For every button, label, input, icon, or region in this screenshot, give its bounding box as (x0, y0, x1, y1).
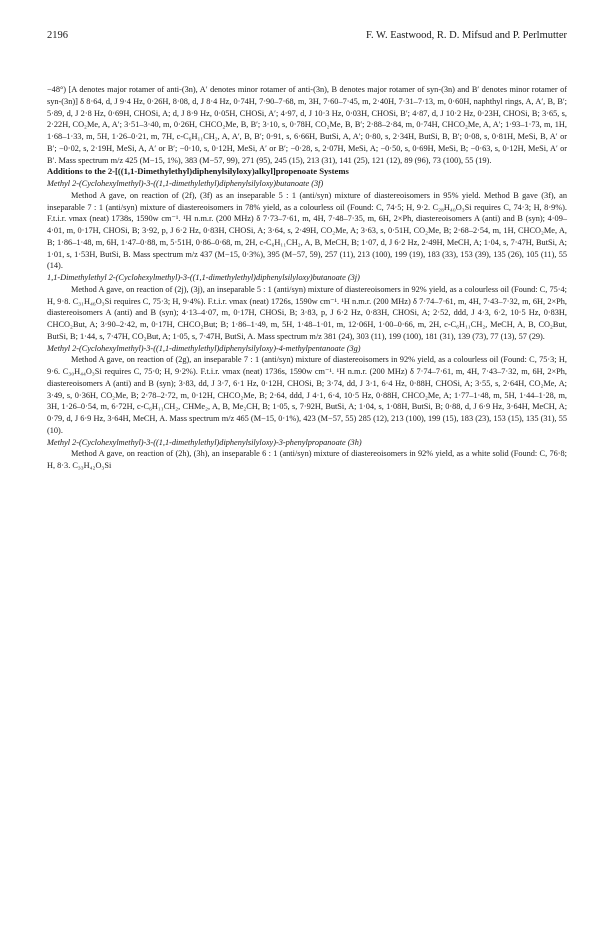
compound-3h-paragraph: Method A gave, on reaction of (2h), (3h), an inseparable 6 : 1 (anti/syn) mixture of diastereoisomers in 92% yield, as a white solid (Found: C, 76·8; H, 8·3. C₃₃H₄₂O₃Si (47, 449, 567, 470)
compound-3g-title: Methyl 2-(Cyclohexylmethyl)-3-((1,1-dimethylethyl)diphenylsilyloxy)-4-methylpentanoate (3g) (47, 343, 361, 353)
nmr-data-paragraph: −48°) [A denotes major rotamer of anti-(3n), A′ denotes minor rotamer of anti-(3n), B denotes major rotamer of syn-(3n) and B′ denotes minor rotamer of syn-(3n)] δ 8·64, d, J 9·4 Hz, 0·26H, 8·08, d, J 8·4 Hz, 0·74H, 7·90–7·68, m, 3H, 7·60–7·45, m, 2·40H, 7·31–7·13, m, 0·60H, naphthyl rings, A, A′, B, B′; 5·89, d, J 2·8 Hz, 0·69H, CHOSi, A; d, J 8·9 Hz, 0·05H, CHOSi, A′; 4·97, d, J 10·3 Hz, 0·03H, CHOSi, B′; 4·87, d, J 10·2 Hz, 0·23H, CHOSi, B; 3·65, s, 2·22H, CO₂Me, A, A′; 3·51–3·40, m, 0·26H, CHCO₂Me, B, B′; 3·10, s, 0·78H, CO₂Me, B, B′; 2·88–2·84, m, 0·74H, CHCO₂Me, A, A′; 1·93–1·73, m, 1H, 1·68–1·33, m, 5H, 1·26–0·21, m, 7H, c-C₆H₁₁CH₂, A, A′, B, B′; 0·91, s, 6·66H, ButSi, A, A′; 0·80, s, 2·34H, ButSi, B, B′; 0·08, s, 0·81H, MeSi, B, A′ or B′; −0·02, s, 2·19H, MeSi, A, A′ or B′; −0·10, s, 0·12H, MeSi, A′ or B′; −0·28, s, 2·07H, MeSi, A; −0·50, s, 0·69H, MeSi, B; −0·63, s, 0·12H, MeSi, A′ or B′. Mass spectrum m/z 425 (M−15, 1%), 383 (M−57, 99), 271 (95), 245 (15), 213 (31), 141 (25), 121 (12), 89 (96), 73 (100), 55 (19). (47, 85, 567, 165)
compound-3g-paragraph: Method A gave, on reaction of (2g), an inseparable 7 : 1 (anti/syn) mixture of diastereoisomers in 92% yield, as a colourless oil (Found: C, 75·3; H, 9·6. C₃₀H₄₄O₃Si requires C, 75·0; H, 9·2%). F.t.i.r. νmax (neat) 1736s, 1590w cm⁻¹. ¹H n.m.r. (200 MHz) δ 7·74–7·61, m, 4H, 7·43–7·32, m, 6H, 2×Ph, diastereoisomers A (anti) and B (syn); 3·83, dd, J 3·7, 6·1 Hz, 0·12H, CHOSi, B; 3·74, dd, J 3·1, 6·4 Hz, 0·88H, CHOSi, A; 3·55, s, 2·64H, CO₂Me, A; 3·49, s, 0·36H, CO₂Me, B; 2·78–2·72, m, 0·12H, CHCO₂Me, B; 2·64, ddd, J 4·1, 6·4, 10·5 Hz, 0·88H, CHCO₂Me, A; 1·77–1·48, m, 5H, 1·44–1·28, m, 3H, 1·26–0·54, m, 6·72H, c-C₆H₁₁CH₂, CHMe₂, A, B, Me₂CH, B; 1·05, s, 7·92H, ButSi, A; 1·04, s, 1·08H, ButSi, B; 0·88, d, J 6·9 Hz, 3·64H, MeCH, A; 0·79, d, J 6·9 Hz, 3·64H, MeCH, A. Mass spectrum m/z 465 (M−15, 0·1%), 423 (M−57, 55) 285 (12), 213 (100), 199 (15), 183 (23), 153 (15), 135 (31), 55 (10). (47, 355, 567, 435)
compound-3f-paragraph: Method A gave, on reaction of (2f), (3f) as an inseparable 5 : 1 (anti/syn) mixture of diastereoisomers in 95% yield. Method B gave (3f), an inseparable 7 : 1 (anti/syn) mixture of diastereoisomers in 78% yield, as a colourless oil (Found: C, 74·5; H, 9·2. C₂₈H₄₀O₃Si requires C, 74·3; H, 8·9%). F.t.i.r. νmax (neat) 1738s, 1590w cm⁻¹. ¹H n.m.r. (200 MHz) δ 7·73–7·61, m, 4H, 7·48–7·35, m, 6H, 2×Ph, diastereoisomers A (anti) and B (syn); 4·09–4·01, m, 0·17H, CHOSi, B; 3·92, p, J 6·2 Hz, 0·83H, CHOSi, A; 3·64, s, 2·49H, CO₂Me, A; 3·63, s, 0·51H, CO₂Me, B; 2·68–2·54, m, 1H, CHCO₂Me, A, B; 1·86–1·48, m, 6H, 1·47–0·88, m, 5·51H, 0·86–0·68, m, 2H, c-C₆H₁₁CH₂, A, B, MeCH, B; 1·07, d, J 6·2 Hz, 2·49H, MeCH, A; 1·04, s, 7·47H, ButSi, A; 1·01, s, 1·53H, ButSi, B. Mass spectrum m/z 437 (M−15, 0·3%), 395 (M−57, 59), 257 (11), 213 (100), 199 (19), 183 (33), 153 (39), 135 (26), 105 (11), 55 (14). (47, 190, 567, 271)
compound-3f-title: Methyl 2-(Cyclohexylmethyl)-3-((1,1-dimethylethyl)diphenylsilyloxy)butanoate (3f) (47, 179, 324, 188)
header-authors: F. W. Eastwood, R. D. Mifsud and P. Perlmutter (366, 30, 567, 41)
compound-3j-title: 1,1-Dimethylethyl 2-(Cyclohexylmethyl)-3-((1,1-dimethylethyl)diphenylsilyloxy)butanoate (3j) (47, 273, 360, 282)
running-header (47, 30, 567, 46)
compound-3j-paragraph: Method A gave, on reaction of (2j), (3j), an inseparable 5 : 1 (anti/syn) mixture of diastereoisomers in 92% yield, as a colourless oil (Found: C, 75·4; H, 9·8. C₃₁H₄₆O₃Si requires C, 75·3; H, 9·4%). F.t.i.r. νmax (neat) 1726s, 1590w cm⁻¹. ¹H n.m.r. (200 MHz) δ 7·74–7·61, m, 4H, 7·43–7·32, m, 6H, 2×Ph, diastereoisomers A (anti) and B (syn); 4·13–4·07, m, 0·17H, CHOSi, B; 3·83, p, J 6·2 Hz, 0·83H, CHOSi, A; 2·52, ddd, J 4·3, 6·2, 10·5 Hz, 0·83H, CHCO₂But, A; 3·90–2·42, m, 0·17H, CHCO₂But; B; 1·86–1·49, m, 5H, 1·48–1·01, m, 12·06H, 1·00–0·66, m, 2H, c-C₆H₁₁CH₂, MeCH, A, B, CO₂But, ButSi, B; 1·44, s, 7·47H, CO₂But, A; 1·05, s, 7·47H, ButSi, A. Mass spectrum m/z 381 (24), 303 (11), 199 (100), 181 (31), 139 (73), 77 (13), 57 (29). (47, 284, 567, 341)
compound-3h-title: Methyl 2-(Cyclohexylmethyl)-3-((1,1-dimethylethyl)diphenylsilyloxy)-3-phenylpropanoate (3h) (47, 437, 362, 447)
page-number: 2196 (47, 30, 68, 41)
section-heading: Additions to the 2-[((1,1-Dimethylethyl)diphenylsilyloxy)alkyl]propenoate Systems (47, 166, 349, 177)
article-body (47, 84, 567, 472)
